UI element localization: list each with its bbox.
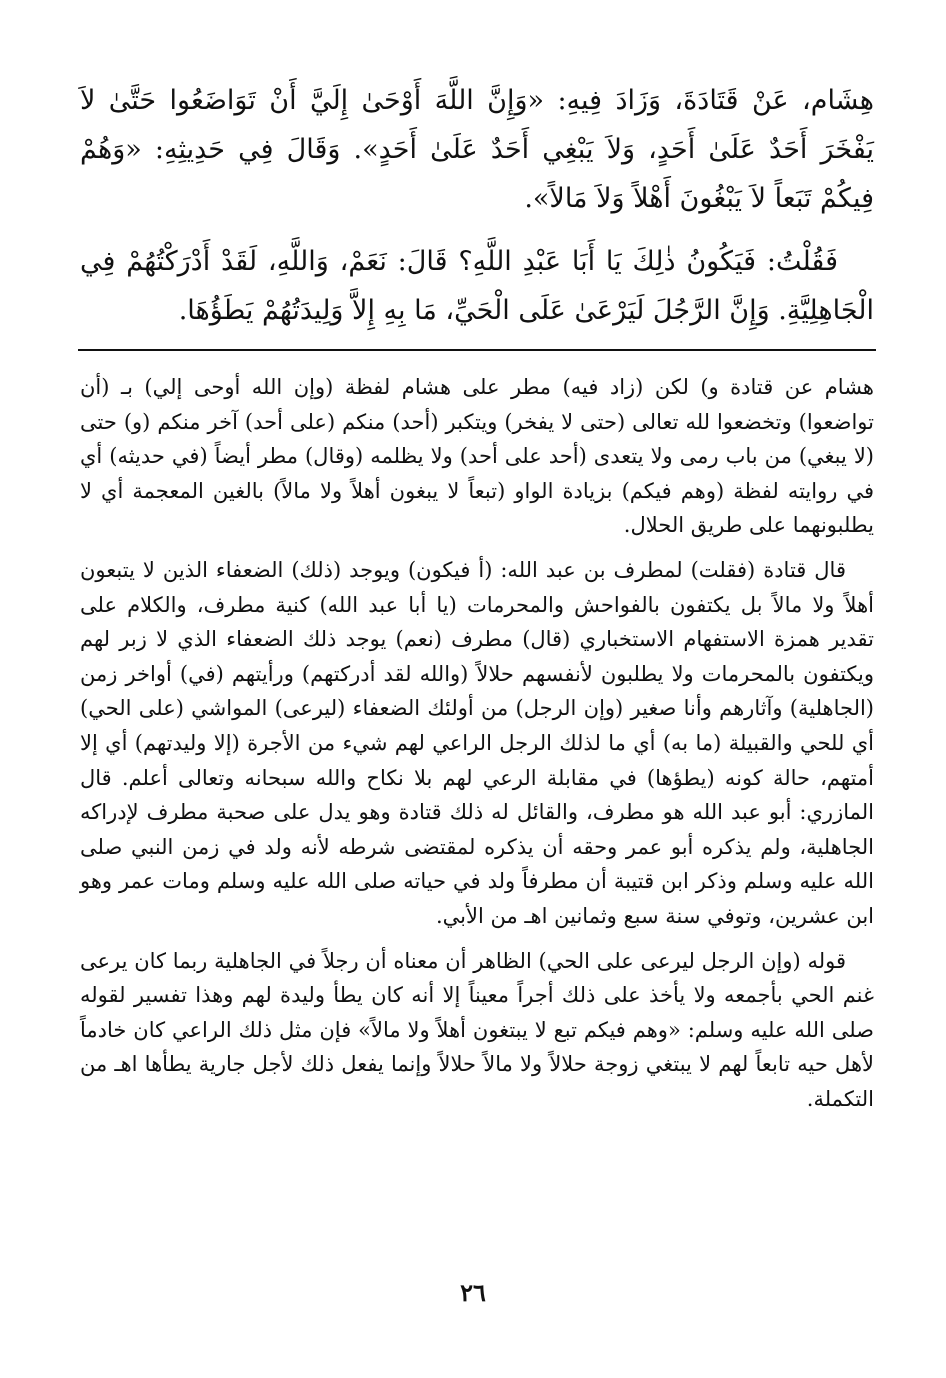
commentary-paragraph-3: قوله (وإن الرجل ليرعى على الحي) الظاهر أن معناه أن رجلاً في الجاهلية ربما كان يرعى غنم الحي بأجمعه ولا يأخذ على ذلك أجراً معيناً إلا أنه كان يطأ وليدة لهم وهذا تفسير لقوله صلى الله عليه وسلم: «وهم فيكم تبع لا يبتغون أهلاً ولا مالاً» فإن مثل ذلك الراعي كان خادماً لأهل حيه تابعاً لهم لا يبتغي زوجة حلالاً ولا مالاً حلالاً وإنما يفعل ذلك لأجل جارية يطأها اهـ من التكملة. bbox=[80, 948, 874, 1111]
hadith-paragraph-1: هِشَام، عَنْ قَتَادَةَ، وَزَادَ فِيهِ: «وَإِنَّ اللَّهَ أَوْحَىٰ إِلَيَّ أَنْ تَوَاضَعُوا حَتَّىٰ لاَ يَفْخَرَ أَحَدٌ عَلَىٰ أَحَدٍ، وَلاَ يَبْغِي أَحَدٌ عَلَىٰ أَحَدٍ». وَقَالَ فِي حَدِيثِهِ: «وَهُمْ فِيكُمْ تَبَعاً لاَ يَبْغُونَ أَهْلاً وَلاَ مَالاً». bbox=[80, 85, 874, 214]
hadith-paragraph-2: فَقُلْتُ: فَيَكُونُ ذٰلِكَ يَا أَبَا عَبْدِ اللَّهِ؟ قَالَ: نَعَمْ، وَاللَّهِ، لَقَدْ أَدْرَكْتُهُمْ فِي الْجَاهِلِيَّةِ. وَإِنَّ الرَّجُلَ لَيَرْعَىٰ عَلَى الْحَيِّ، مَا بِهِ إِلاَّ وَلِيدَتُهُمْ يَطَؤُهَا. bbox=[80, 246, 874, 326]
commentary-paragraph-1: هشام عن قتادة و) لكن (زاد فيه) مطر على هشام لفظة (وإن الله أوحى إلي) بـ (أن تواضعوا) وتخضعوا لله تعالى (حتى لا يفخر) ويتكبر (أحد) منكم (على أحد) آخر منكم (و) حتى (لا يبغي) من باب رمى ولا يتعدى (أحد على أحد) ولا يظلمه (وقال) مطر أيضاً (في حديثه) أي في روايته لفظة (وهم فيكم) بزيادة الواو (تبعاً لا يبغون أهلاً ولا مالاً) بالغين المعجمة أي لا يطلبونهما على طريق الحلال. bbox=[80, 375, 874, 538]
section-divider bbox=[78, 349, 876, 351]
page-number: ٢٦ bbox=[460, 1278, 486, 1307]
hadith-text bbox=[80, 76, 874, 349]
commentary-paragraph-2: قال قتادة (فقلت) لمطرف بن عبد الله: (أ فيكون) ويوجد (ذلك) الضعفاء الذين لا يتبعون أهلاً ولا مالاً بل يكتفون بالفواحش والمحرمات (يا أبا عبد الله) كنية مطرف، والكلام على تقدير همزة الاستفهام الاستخباري (قال) مطرف (نعم) يوجد ذلك الضعفاء الذي لا زبر لهم ويكتفون بالمحرمات ولا يطلبون لأنفسهم حلالاً (والله لقد أدركتهم) ورأيتهم (في) أواخر زمن (الجاهلية) وآثارهم وأنا صغير (وإن الرجل) من أولئك الضعفاء (ليرعى) المواشي (على الحي) أي للحي والقبيلة (ما به) أي ما لذلك الرجل الراعي لهم شيء من الأجرة (إلا وليدتهم) أي إلا أمتهم، حالة كونه (يطؤها) في مقابلة الرعي لهم بلا نكاح والله سبحانه وتعالى أعلم. قال المازري: أبو عبد الله هو مطرف، والقائل له ذلك قتادة وهو يدل على صحبة مطرف لإدراكه الجاهلية، ولم يذكره أبو عمر وحقه أن يذكره لمقتضى شرطه لأنه ولد في زمن النبي صلى الله عليه وسلم وذكر ابن قتيبة أن مطرفاً ولد في حياته صلى الله عليه وسلم ومات عمر وهو ابن عشرين، وتوفي سنة سبع وثمانين اهـ من الأبي. bbox=[80, 557, 874, 928]
commentary bbox=[80, 370, 874, 1126]
